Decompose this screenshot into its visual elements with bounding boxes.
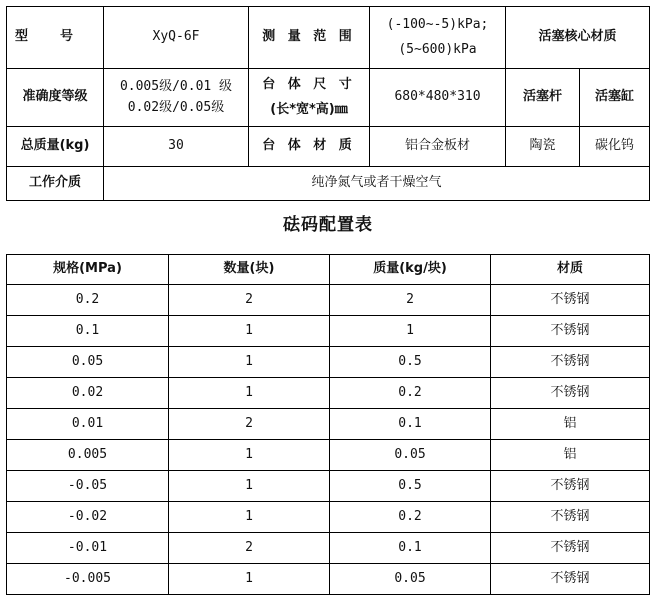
cell-material: 不锈钢 [491, 316, 650, 347]
cell-quantity: 2 [169, 285, 330, 316]
cell-quantity: 1 [169, 378, 330, 409]
cell-mass: 0.5 [330, 471, 491, 502]
accuracy-value [104, 69, 249, 127]
weights-table-title: 砝码配置表 [283, 215, 373, 235]
size-value: 680*480*310 [370, 69, 506, 127]
size-label-2: (长*宽*高)㎜ [270, 101, 348, 117]
cell-quantity: 1 [169, 502, 330, 533]
table-row [7, 409, 650, 440]
material-value: 铝合金板材 [370, 127, 506, 167]
cell-material: 不锈钢 [491, 533, 650, 564]
cell-mass: 0.2 [330, 378, 491, 409]
cell-quantity: 1 [169, 316, 330, 347]
weights-header-row [7, 255, 650, 285]
cell-spec: 0.005 [7, 440, 169, 471]
header-material: 材质 [491, 255, 650, 285]
accuracy-label: 准确度等级 [7, 69, 104, 127]
cell-material: 铝 [491, 409, 650, 440]
cell-spec: -0.02 [7, 502, 169, 533]
cell-spec: 0.02 [7, 378, 169, 409]
cell-mass: 2 [330, 285, 491, 316]
cell-material: 不锈钢 [491, 471, 650, 502]
cell-quantity: 1 [169, 564, 330, 595]
cell-spec: 0.1 [7, 316, 169, 347]
header-mass: 质量(kg/块) [330, 255, 491, 285]
cell-spec: -0.01 [7, 533, 169, 564]
cell-spec: 0.05 [7, 347, 169, 378]
spec-row-mass [7, 127, 650, 167]
weights-body [7, 285, 650, 595]
cell-quantity: 1 [169, 471, 330, 502]
range-value-negative: (-100~-5)kPa; [386, 16, 489, 32]
table-row [7, 471, 650, 502]
mass-value: 30 [104, 127, 249, 167]
range-value [370, 7, 506, 69]
piston-core-label: 活塞核心材质 [506, 7, 650, 69]
piston-cylinder-value: 碳化钨 [580, 127, 650, 167]
piston-cylinder-label: 活塞缸 [580, 69, 650, 127]
cell-mass: 0.05 [330, 440, 491, 471]
piston-rod-value: 陶瓷 [506, 127, 580, 167]
cell-mass: 0.2 [330, 502, 491, 533]
weights-table [6, 254, 650, 595]
table-row [7, 564, 650, 595]
spec-row-model [7, 7, 650, 69]
cell-mass: 0.05 [330, 564, 491, 595]
medium-value: 纯净氮气或者干燥空气 [104, 167, 650, 201]
cell-spec: -0.005 [7, 564, 169, 595]
cell-spec: 0.01 [7, 409, 169, 440]
piston-rod-label: 活塞杆 [506, 69, 580, 127]
size-label [249, 69, 370, 127]
spec-table [6, 6, 650, 201]
model-value: XyQ-6F [104, 7, 249, 69]
mass-label: 总质量(kg) [7, 127, 104, 167]
cell-mass: 1 [330, 316, 491, 347]
cell-quantity: 2 [169, 533, 330, 564]
cell-material: 不锈钢 [491, 347, 650, 378]
table-row [7, 378, 650, 409]
range-value-positive: (5~600)kPa [398, 41, 477, 57]
table-row [7, 502, 650, 533]
spec-row-accuracy [7, 69, 650, 127]
table-row [7, 533, 650, 564]
cell-quantity: 1 [169, 347, 330, 378]
cell-spec: 0.2 [7, 285, 169, 316]
cell-mass: 0.1 [330, 533, 491, 564]
cell-material: 不锈钢 [491, 502, 650, 533]
cell-material: 不锈钢 [491, 285, 650, 316]
cell-material: 不锈钢 [491, 378, 650, 409]
cell-material: 铝 [491, 440, 650, 471]
accuracy-value-1: 0.005级/0.01 级 [119, 78, 233, 94]
header-spec: 规格(MPa) [7, 255, 169, 285]
model-label: 型 号 [7, 7, 104, 69]
table-row [7, 285, 650, 316]
cell-quantity: 1 [169, 440, 330, 471]
medium-label: 工作介质 [7, 167, 104, 201]
material-label: 台 体 材 质 [249, 127, 370, 167]
accuracy-value-2: 0.02级/0.05级 [127, 99, 225, 115]
cell-mass: 0.1 [330, 409, 491, 440]
spec-row-medium [7, 167, 650, 201]
table-row [7, 347, 650, 378]
size-label-1: 台 体 尺 寸 [262, 76, 356, 92]
table-row [7, 440, 650, 471]
cell-material: 不锈钢 [491, 564, 650, 595]
table-row [7, 316, 650, 347]
range-label: 测 量 范 围 [249, 7, 370, 69]
cell-quantity: 2 [169, 409, 330, 440]
cell-spec: -0.05 [7, 471, 169, 502]
cell-mass: 0.5 [330, 347, 491, 378]
header-quantity: 数量(块) [169, 255, 330, 285]
